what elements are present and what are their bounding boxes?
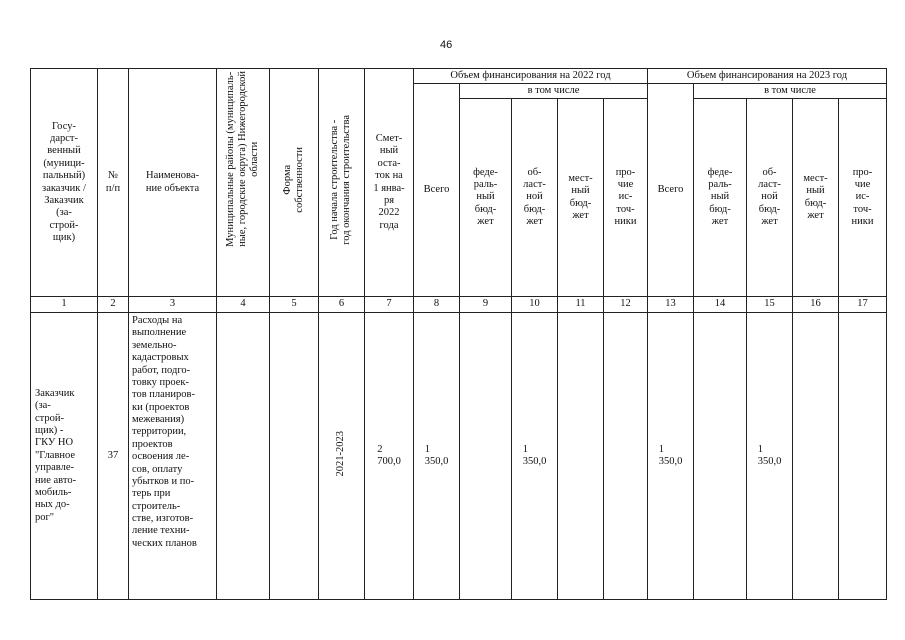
column-number: 16 [793, 297, 839, 313]
header-including-2022: в том числе [460, 84, 648, 99]
cell-regional-2023: 1 350,0 [747, 313, 793, 600]
header-regional-2023: об- ласт- ной бюд- жет [747, 99, 793, 297]
page-number: 46 [440, 39, 453, 51]
header-local-2023: мест- ный бюд- жет [793, 99, 839, 297]
cell-federal-2023 [694, 313, 747, 600]
column-number: 8 [414, 297, 460, 313]
column-number: 12 [604, 297, 648, 313]
header-total-2023: Всего [648, 84, 694, 297]
column-number: 4 [217, 297, 270, 313]
table-row [31, 313, 887, 600]
cell-ownership [270, 313, 319, 600]
cell-other-2022 [604, 313, 648, 600]
column-number: 1 [31, 297, 98, 313]
financing-table [30, 68, 887, 600]
cell-districts [217, 313, 270, 600]
header-total-2022: Всего [414, 84, 460, 297]
header-object-name: Наименова- ние объекта [129, 69, 217, 297]
cell-other-2023 [839, 313, 887, 600]
header-years: Год начала строительства - год окончания строительства [319, 69, 365, 297]
column-number: 7 [365, 297, 414, 313]
column-numbers-row [31, 297, 887, 313]
cell-federal-2022 [460, 313, 512, 600]
cell-years: 2021-2023 [319, 313, 365, 600]
header-local-2022: мест- ный бюд- жет [558, 99, 604, 297]
cell-local-2022 [558, 313, 604, 600]
cell-object-name: Расходы на выполнение земельно- кадастровых работ, подго- товку проек- тов планиров- ки (проектов межевания) территории, проектов освоения ле- сов, оплату убытков и по- терь при строитель- стве, изготов- ление техни- ческих планов [129, 313, 217, 600]
column-number: 13 [648, 297, 694, 313]
header-fin-2023: Объем финансирования на 2023 год [648, 69, 887, 84]
cell-total-2022: 1 350,0 [414, 313, 460, 600]
cell-total-2023: 1 350,0 [648, 313, 694, 600]
header-including-2023: в том числе [694, 84, 887, 99]
cell-regional-2022: 1 350,0 [512, 313, 558, 600]
header-other-2022: про- чие ис- точ- ники [604, 99, 648, 297]
column-number: 14 [694, 297, 747, 313]
header-districts: Муниципальные районы (муниципаль- ные, городские округа) Нижегородской области [217, 69, 270, 297]
header-ownership: Форма собственности [270, 69, 319, 297]
header-row-1 [31, 69, 887, 84]
column-number: 9 [460, 297, 512, 313]
header-other-2023: про- чие ис- точ- ники [839, 99, 887, 297]
header-federal-2022: феде- раль- ный бюд- жет [460, 99, 512, 297]
column-number: 5 [270, 297, 319, 313]
column-number: 15 [747, 297, 793, 313]
column-number: 11 [558, 297, 604, 313]
column-number: 17 [839, 297, 887, 313]
cell-customer: Заказчик (за- строй- щик) - ГКУ НО "Главное управле- ние авто- мобиль- ных до- рог" [31, 313, 98, 600]
cell-number: 37 [98, 313, 129, 600]
column-number: 10 [512, 297, 558, 313]
cell-remainder: 2 700,0 [365, 313, 414, 600]
cell-local-2023 [793, 313, 839, 600]
header-fin-2022: Объем финансирования на 2022 год [414, 69, 648, 84]
column-number: 2 [98, 297, 129, 313]
header-customer: Госу- дарст- венный (муници- пальный) заказчик / Заказчик (за- строй- щик) [31, 69, 98, 297]
header-remainder: Смет- ный оста- ток на 1 янва- ря 2022 года [365, 69, 414, 297]
column-number: 3 [129, 297, 217, 313]
header-federal-2023: феде- раль- ный бюд- жет [694, 99, 747, 297]
column-number: 6 [319, 297, 365, 313]
header-regional-2022: об- ласт- ной бюд- жет [512, 99, 558, 297]
header-number: № п/п [98, 69, 129, 297]
